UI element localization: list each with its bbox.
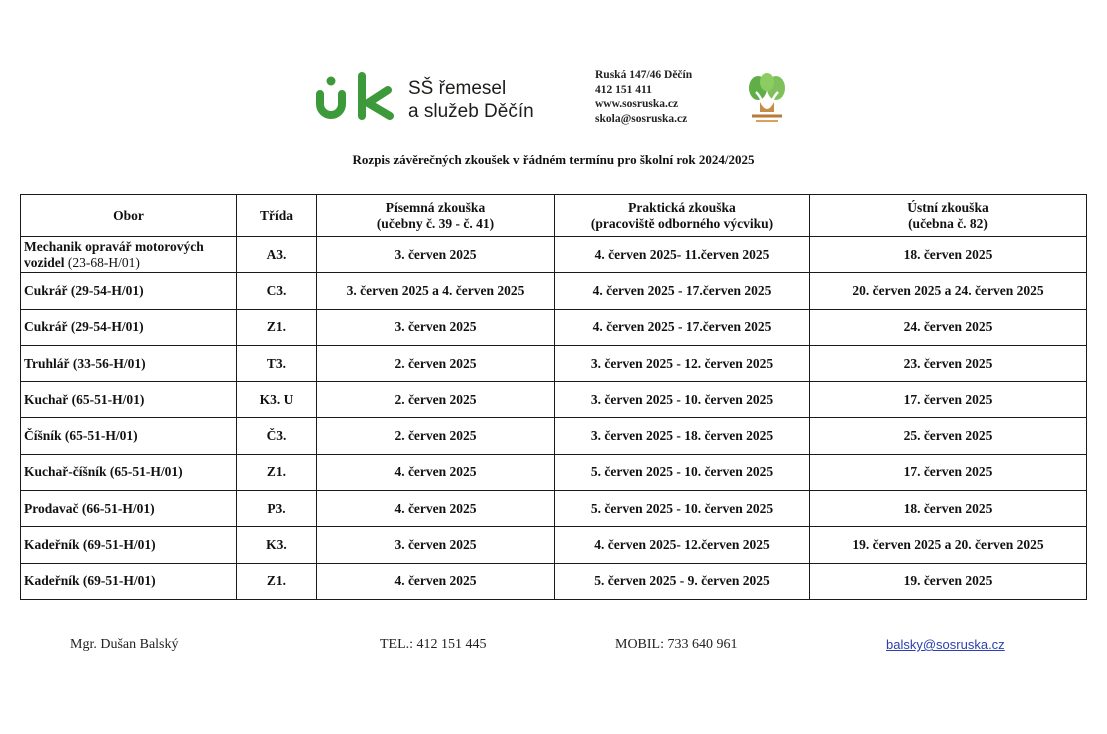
document-title: Rozpis závěrečných zkoušek v řádném termínu pro školní rok 2024/2025 [352, 152, 755, 167]
cell-ustni: 18. červen 2025 [810, 491, 1087, 527]
cell-obor: Cukrář (29-54-H/01) [21, 309, 237, 345]
cell-pisemna: 3. červen 2025 [317, 309, 555, 345]
table-row [21, 345, 1087, 381]
cell-trida: A3. [237, 237, 317, 273]
header-prakticka [555, 195, 810, 237]
header-prakticka-sub: (pracoviště odborného výcviku) [590, 215, 774, 231]
cell-prakticka: 4. červen 2025 - 17.červen 2025 [555, 273, 810, 309]
cell-prakticka: 4. červen 2025- 11.červen 2025 [555, 237, 810, 273]
school-name-line1: SŠ řemesel [408, 78, 507, 99]
obor-code: (23-68-H/01) [64, 254, 140, 270]
table-row [21, 527, 1087, 563]
header-prakticka-label: Praktická zkouška [628, 199, 736, 215]
cell-trida: T3. [237, 345, 317, 381]
cell-obor: Kadeřník (69-51-H/01) [21, 527, 237, 563]
cell-pisemna: 2. červen 2025 [317, 382, 555, 418]
table-row [21, 454, 1087, 490]
school-name-line2: a služeb Děčín [408, 101, 534, 122]
cell-trida: C3. [237, 273, 317, 309]
cell-prakticka: 3. červen 2025 - 12. červen 2025 [555, 345, 810, 381]
cell-ustni: 24. červen 2025 [810, 309, 1087, 345]
footer-tel: TEL.: 412 151 445 [380, 637, 487, 652]
header-obor: Obor [21, 195, 237, 237]
signature-footer [0, 637, 1107, 657]
table-header-row [21, 195, 1087, 237]
cell-prakticka: 5. červen 2025 - 10. červen 2025 [555, 454, 810, 490]
cell-pisemna: 4. červen 2025 [317, 563, 555, 599]
cell-pisemna: 3. červen 2025 [317, 237, 555, 273]
cell-pisemna: 4. červen 2025 [317, 454, 555, 490]
letterhead [0, 0, 1107, 140]
cell-pisemna: 3. červen 2025 [317, 527, 555, 563]
cell-trida: Z1. [237, 454, 317, 490]
header-trida: Třída [237, 195, 317, 237]
cell-prakticka: 3. červen 2025 - 10. červen 2025 [555, 382, 810, 418]
cell-pisemna: 4. červen 2025 [317, 491, 555, 527]
cell-obor: Kuchař (65-51-H/01) [21, 382, 237, 418]
school-logo-icon [312, 70, 398, 122]
contact-block [595, 68, 692, 126]
cell-obor: Číšník (65-51-H/01) [21, 418, 237, 454]
cell-ustni: 25. červen 2025 [810, 418, 1087, 454]
cell-obor [21, 237, 237, 273]
obor-name: Mechanik opravář motorových vozidel [24, 238, 204, 270]
cell-prakticka: 5. červen 2025 - 9. červen 2025 [555, 563, 810, 599]
table-row [21, 382, 1087, 418]
table-row [21, 273, 1087, 309]
cell-obor: Kuchař-číšník (65-51-H/01) [21, 454, 237, 490]
cell-ustni: 20. červen 2025 a 24. červen 2025 [810, 273, 1087, 309]
cell-ustni: 17. červen 2025 [810, 382, 1087, 418]
exam-schedule-table [20, 194, 1087, 600]
footer-mobil: MOBIL: 733 640 961 [615, 637, 738, 652]
footer-email-link[interactable]: balsky@sosruska.cz [886, 637, 1005, 652]
table-row [21, 563, 1087, 599]
cell-pisemna: 3. červen 2025 a 4. červen 2025 [317, 273, 555, 309]
cell-trida: Z1. [237, 309, 317, 345]
cell-ustni: 18. červen 2025 [810, 237, 1087, 273]
cell-ustni: 19. červen 2025 a 20. červen 2025 [810, 527, 1087, 563]
cell-pisemna: 2. červen 2025 [317, 345, 555, 381]
header-pisemna-label: Písemná zkouška [385, 199, 486, 215]
tree-logo-icon [746, 72, 788, 126]
website: www.sosruska.cz [595, 98, 679, 110]
cell-trida: Z1. [237, 563, 317, 599]
cell-prakticka: 5. červen 2025 - 10. červen 2025 [555, 491, 810, 527]
cell-ustni: 23. červen 2025 [810, 345, 1087, 381]
cell-trida: P3. [237, 491, 317, 527]
table-row [21, 418, 1087, 454]
cell-obor: Cukrář (29-54-H/01) [21, 273, 237, 309]
cell-pisemna: 2. červen 2025 [317, 418, 555, 454]
cell-prakticka: 4. červen 2025 - 17.červen 2025 [555, 309, 810, 345]
header-pisemna-sub: (učebny č. 39 - č. 41) [376, 215, 495, 231]
table-row [21, 309, 1087, 345]
cell-trida: K3. U [237, 382, 317, 418]
cell-trida: Č3. [237, 418, 317, 454]
header-ustni-label: Ústní zkouška [907, 199, 989, 215]
header-pisemna [317, 195, 555, 237]
phone: 412 151 411 [595, 83, 652, 96]
header-ustni [810, 195, 1087, 237]
header-ustni-sub: (učebna č. 82) [908, 215, 988, 231]
cell-prakticka: 3. červen 2025 - 18. červen 2025 [555, 418, 810, 454]
cell-trida: K3. [237, 527, 317, 563]
school-name [408, 77, 534, 123]
school-email: skola@sosruska.cz [595, 112, 688, 125]
cell-ustni: 19. červen 2025 [810, 563, 1087, 599]
table-row [21, 237, 1087, 273]
address: Ruská 147/46 Děčín [595, 69, 693, 81]
table-row [21, 491, 1087, 527]
footer-name: Mgr. Dušan Balský [70, 637, 179, 652]
cell-obor: Prodavač (66-51-H/01) [21, 491, 237, 527]
cell-prakticka: 4. červen 2025- 12.červen 2025 [555, 527, 810, 563]
cell-obor: Truhlář (33-56-H/01) [21, 345, 237, 381]
cell-ustni: 17. červen 2025 [810, 454, 1087, 490]
cell-obor: Kadeřník (69-51-H/01) [21, 563, 237, 599]
